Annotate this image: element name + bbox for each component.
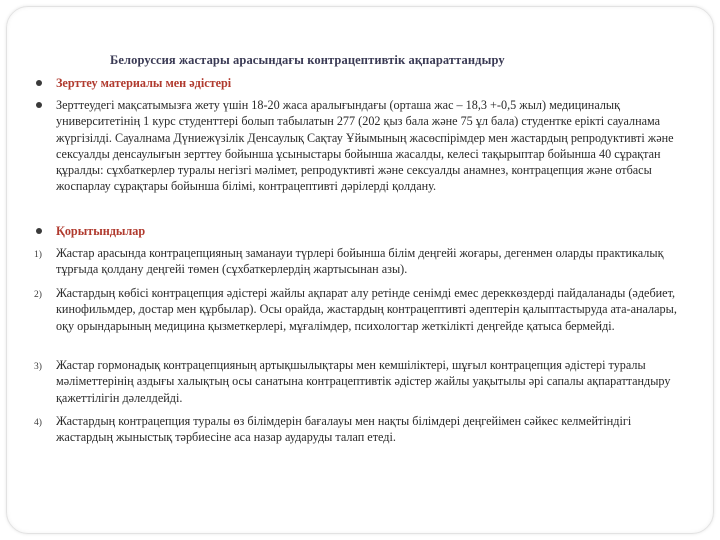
conclusion-text: Жастардың көбісі контрацепция әдістері жайлы ақпарат алу ретінде сенімді емес дереккөздерді пайдаланады (әдебиет, кинофильмдер, достар мен құрбылар). Осы орайда, жастардың контрацептивті әдептерін қалыптастыруда ата-аналары, оқу орындарының медицина қызметкерлері, мұғалімдер, психологтар жеткілікті деңгейде қатыса бермейді. [56,286,677,333]
methods-paragraph: Зерттеудегі мақсатымызға жету үшін 18-20 жаса аралығындағы (орташа жас – 18,3 +-0,5 жыл) медициналық университетінің 1 курс студенттері болып табылатын 277 (202 қыз бала және 75 ұл бала) студентке ерікті сауалнама жүргізілді. Сауалнама Дүниежүзілік Денсаулық Сақтау Ұйымының жасөспірімдер мен жастардың репродуктивті және сексуалды денсаулығын зерттеу бойынша ұсыныстары бойынша жасалды, келесі тақырыптар бойынша 40 сұрақтан құралды: сұхбаткерлер туралы негізгі мәлімет, репродуктивті және сексуалды анамнез, контрацепция және отбасы жоспарлау сұрақтары бойынша білімі, контрацептивті дәрілерді қолдану. [56,98,674,194]
conclusion-text: Жастар гормонадық контрацепцияның артықшылықтары мен кемшіліктері, шұғыл контрацепция әдістері туралы мәліметтерінің аздығы халықтың осы санатына контрацептивтік әдістер жайлы уақытылы әрі сапалы ақпараттандыру қажеттілігін дәлелдейді. [56,358,671,405]
list-number: 2) [34,290,42,300]
conclusion-text: Жастардың контрацепция туралы өз білімдерін бағалауы мен нақты білімдері деңгейімен сәйкес келмейтіндігі жастардың жыныстық тәрбиесіне аса назар аударуды талап етеді. [56,414,632,445]
methods-heading: Зерттеу материалы мен әдістері [56,76,232,90]
list-number: 4) [34,418,42,428]
slide-title: Белоруссия жастары арасындағы контрацептивтік ақпараттандыру [110,53,505,67]
bullet-icon [36,80,42,86]
list-number: 1) [34,250,42,260]
bullet-icon [36,102,42,108]
bullet-icon [36,228,42,234]
conclusions-heading: Қорытындылар [56,224,146,238]
conclusion-text: Жастар арасында контрацепцияның заманауи түрлері бойынша білім деңгейі жоғары, дегенмен оларды практикалық тұрғыда қолдану деңгейі төмен (сұхбаткерлердің жартысынан азы). [56,246,664,277]
list-number: 3) [34,362,42,372]
